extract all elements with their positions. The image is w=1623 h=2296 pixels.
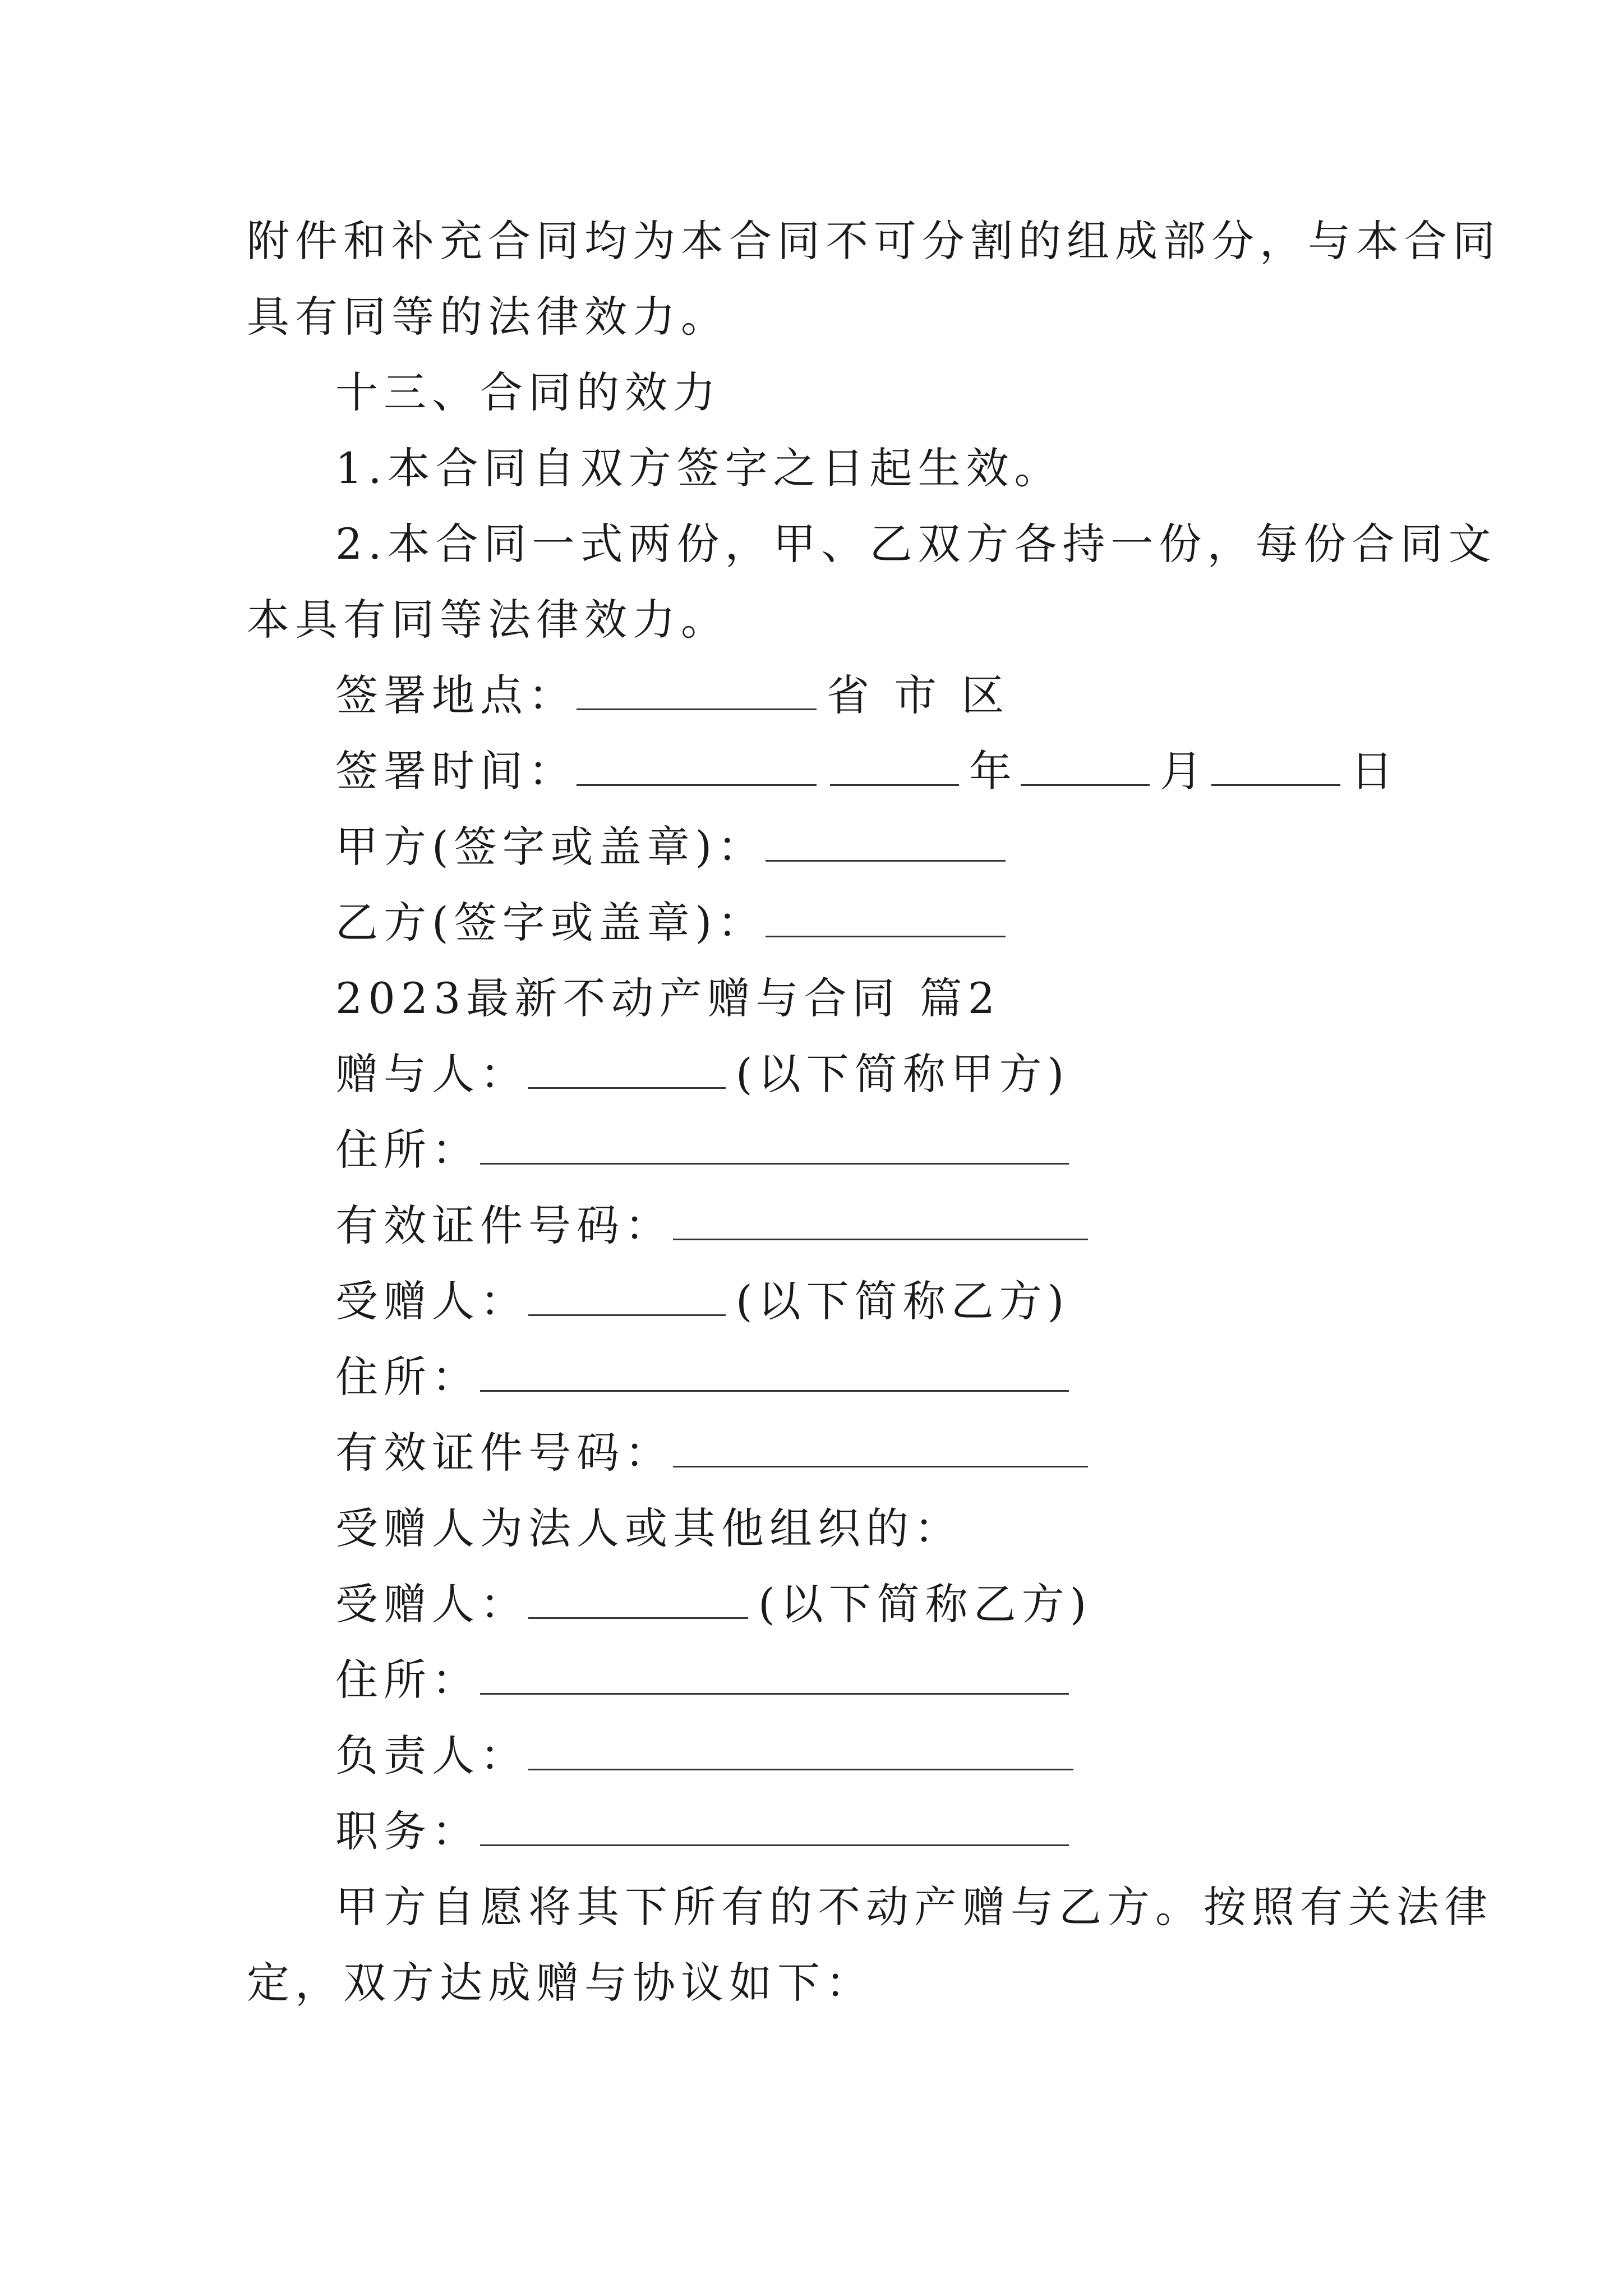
- paragraph-line: 附件和补充合同均为本合同不可分割的组成部分，与本合同: [247, 216, 1501, 266]
- donee-org-line: [335, 1576, 1092, 1632]
- donee-label: 受赠人：: [335, 1579, 528, 1629]
- party-a-sign-blank[interactable]: [766, 823, 1006, 862]
- agreement-line: 甲方自愿将其下所有的不动产赠与乙方。按照有关法律: [335, 1882, 1493, 1932]
- sign-place-suffix: 省 市 区: [827, 670, 1010, 720]
- responsible-line: [335, 1728, 1083, 1784]
- id-label: 有效证件号码：: [335, 1428, 673, 1478]
- donee-id-line: [335, 1425, 1098, 1481]
- donor-blank[interactable]: [528, 1050, 726, 1089]
- sign-place-line: [335, 668, 1009, 724]
- month-blank[interactable]: [1021, 747, 1150, 786]
- donee-org-address-line: [335, 1652, 1079, 1708]
- address-label: 住所：: [335, 1125, 480, 1175]
- position-blank[interactable]: [480, 1807, 1069, 1846]
- donee-org-intro: 受赠人为法人或其他组织的：: [335, 1503, 962, 1553]
- section-title: 2023最新不动产赠与合同 篇2: [335, 973, 1000, 1023]
- donee-line: [335, 1273, 1069, 1329]
- responsible-label: 负责人：: [335, 1731, 528, 1780]
- year-label: 年: [969, 746, 1017, 796]
- donee-suffix: (以下简称乙方): [736, 1276, 1070, 1326]
- party-a-sign-label: 甲方(签字或盖章)：: [335, 822, 766, 872]
- party-a-sign-line: [335, 819, 1016, 875]
- sign-time-label: 签署时间：: [335, 746, 577, 796]
- donee-blank[interactable]: [528, 1277, 726, 1316]
- donor-address-blank[interactable]: [480, 1126, 1069, 1165]
- day-blank[interactable]: [1211, 747, 1340, 786]
- section-heading: 十三、合同的效力: [335, 367, 721, 417]
- year-blank[interactable]: [830, 747, 959, 786]
- donee-org-blank[interactable]: [528, 1580, 748, 1619]
- day-label: 日: [1350, 746, 1399, 796]
- donor-id-blank[interactable]: [673, 1202, 1088, 1240]
- donor-address-line: [335, 1122, 1079, 1178]
- agreement-line: 定，双方达成赠与协议如下：: [247, 1958, 874, 2008]
- donee-org-address-blank[interactable]: [480, 1656, 1069, 1695]
- donee-address-line: [335, 1349, 1079, 1405]
- donor-suffix: (以下简称甲方): [736, 1049, 1070, 1099]
- party-b-sign-label: 乙方(签字或盖章)：: [335, 898, 766, 947]
- position-line: [335, 1803, 1079, 1860]
- position-label: 职务：: [335, 1806, 480, 1856]
- donee-label: 受赠人：: [335, 1276, 528, 1326]
- paragraph-line: 1.本合同自双方签字之日起生效。: [335, 443, 1063, 493]
- paragraph-line: 2.本合同一式两份，甲、乙双方各持一份，每份合同文: [335, 519, 1497, 569]
- party-b-sign-line: [335, 895, 1016, 951]
- responsible-blank[interactable]: [528, 1732, 1073, 1770]
- sign-time-line: [335, 743, 1399, 799]
- donee-address-blank[interactable]: [480, 1353, 1069, 1392]
- party-b-sign-blank[interactable]: [766, 899, 1006, 937]
- month-label: 月: [1160, 746, 1208, 796]
- donor-id-line: [335, 1198, 1098, 1254]
- paragraph-line: 本具有同等法律效力。: [247, 595, 729, 645]
- address-label: 住所：: [335, 1655, 480, 1705]
- address-label: 住所：: [335, 1352, 480, 1402]
- paragraph-line: 具有同等的法律效力。: [247, 292, 729, 342]
- sign-place-blank[interactable]: [577, 671, 817, 710]
- id-label: 有效证件号码：: [335, 1200, 673, 1250]
- sign-place-label: 签署地点：: [335, 670, 577, 720]
- sign-time-blank[interactable]: [577, 747, 817, 786]
- donor-line: [335, 1046, 1069, 1102]
- donee-suffix: (以下简称乙方): [758, 1579, 1092, 1629]
- donor-label: 赠与人：: [335, 1049, 528, 1099]
- donee-id-blank[interactable]: [673, 1429, 1088, 1467]
